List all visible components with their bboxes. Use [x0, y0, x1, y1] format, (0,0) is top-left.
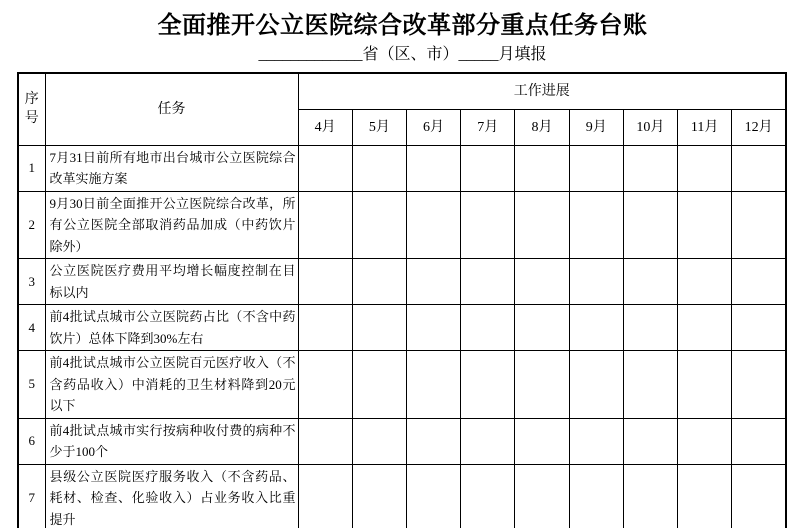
document-page: [0, 11, 805, 528]
progress-cell: [298, 305, 352, 351]
progress-cell: [352, 464, 406, 528]
task-cell: 7月31日前所有地市出台城市公立医院综合改革实施方案: [45, 145, 298, 191]
task-ledger-table: [17, 72, 787, 528]
progress-cell: [406, 464, 460, 528]
progress-cell: [298, 418, 352, 464]
task-cell: 县级公立医院医疗服务收入（不含药品、耗材、检查、化验收入）占业务收入比重提升: [45, 464, 298, 528]
progress-cell: [352, 351, 406, 419]
progress-cell: [732, 351, 786, 419]
header-month-dec: 12月: [732, 109, 786, 145]
progress-cell: [461, 145, 515, 191]
progress-cell: [732, 145, 786, 191]
progress-cell: [461, 191, 515, 259]
progress-cell: [352, 305, 406, 351]
progress-cell: [515, 351, 569, 419]
table-row-5: [18, 351, 786, 419]
row-number: 6: [18, 418, 45, 464]
progress-cell: [678, 191, 732, 259]
progress-cell: [406, 351, 460, 419]
progress-cell: [515, 259, 569, 305]
progress-cell: [623, 145, 677, 191]
progress-cell: [678, 259, 732, 305]
progress-cell: [678, 145, 732, 191]
header-month-sep: 9月: [569, 109, 623, 145]
progress-cell: [569, 305, 623, 351]
progress-cell: [352, 191, 406, 259]
progress-cell: [569, 259, 623, 305]
progress-cell: [623, 351, 677, 419]
header-work-progress: 工作进展: [298, 73, 786, 109]
header-month-oct: 10月: [623, 109, 677, 145]
progress-cell: [298, 191, 352, 259]
task-cell: 公立医院医疗费用平均增长幅度控制在目标以内: [45, 259, 298, 305]
table-row-4: [18, 305, 786, 351]
header-serial-number: 序号: [18, 73, 45, 145]
row-number: 1: [18, 145, 45, 191]
progress-cell: [678, 464, 732, 528]
progress-cell: [623, 259, 677, 305]
row-number: 5: [18, 351, 45, 419]
progress-cell: [569, 191, 623, 259]
progress-cell: [515, 305, 569, 351]
table-row-1: [18, 145, 786, 191]
header-month-aug: 8月: [515, 109, 569, 145]
progress-cell: [515, 464, 569, 528]
row-number: 4: [18, 305, 45, 351]
header-month-jul: 7月: [461, 109, 515, 145]
progress-cell: [623, 305, 677, 351]
progress-cell: [461, 351, 515, 419]
progress-cell: [678, 305, 732, 351]
progress-cell: [298, 464, 352, 528]
header-month-may: 5月: [352, 109, 406, 145]
progress-cell: [732, 191, 786, 259]
row-number: 7: [18, 464, 45, 528]
header-month-jun: 6月: [406, 109, 460, 145]
progress-cell: [298, 145, 352, 191]
progress-cell: [623, 191, 677, 259]
task-cell: 9月30日前全面推开公立医院综合改革，所有公立医院全部取消药品加成（中药饮片除外）: [45, 191, 298, 259]
progress-cell: [461, 464, 515, 528]
progress-cell: [569, 145, 623, 191]
progress-cell: [732, 259, 786, 305]
progress-cell: [515, 191, 569, 259]
progress-cell: [406, 259, 460, 305]
progress-cell: [406, 145, 460, 191]
document-title: 全面推开公立医院综合改革部分重点任务台账: [157, 13, 648, 39]
row-number: 3: [18, 259, 45, 305]
task-cell: 前4批试点城市实行按病种收付费的病种不少于100个: [45, 418, 298, 464]
header-month-apr: 4月: [298, 109, 352, 145]
progress-cell: [515, 418, 569, 464]
progress-cell: [678, 351, 732, 419]
table-row-3: [18, 259, 786, 305]
progress-cell: [352, 418, 406, 464]
progress-cell: [569, 351, 623, 419]
table-row-7: [18, 464, 786, 528]
progress-cell: [406, 191, 460, 259]
progress-cell: [461, 305, 515, 351]
progress-cell: [623, 464, 677, 528]
task-cell: 前4批试点城市公立医院药占比（不含中药饮片）总体下降到30%左右: [45, 305, 298, 351]
progress-cell: [298, 351, 352, 419]
progress-cell: [461, 418, 515, 464]
progress-cell: [623, 418, 677, 464]
progress-cell: [732, 418, 786, 464]
task-cell: 前4批试点城市公立医院百元医疗收入（不含药品收入）中消耗的卫生材料降到20元以下: [45, 351, 298, 419]
progress-cell: [732, 464, 786, 528]
progress-cell: [352, 259, 406, 305]
progress-cell: [678, 418, 732, 464]
progress-cell: [352, 145, 406, 191]
table-row-2: [18, 191, 786, 259]
progress-cell: [406, 418, 460, 464]
progress-cell: [298, 259, 352, 305]
header-month-nov: 11月: [678, 109, 732, 145]
progress-cell: [569, 418, 623, 464]
document-subtitle: _____________省（区、市）_____月填报: [258, 46, 547, 63]
progress-cell: [732, 305, 786, 351]
progress-cell: [461, 259, 515, 305]
progress-cell: [569, 464, 623, 528]
header-task: 任务: [45, 73, 298, 145]
progress-cell: [515, 145, 569, 191]
header-row-1: [18, 73, 786, 109]
progress-cell: [406, 305, 460, 351]
row-number: 2: [18, 191, 45, 259]
table-row-6: [18, 418, 786, 464]
